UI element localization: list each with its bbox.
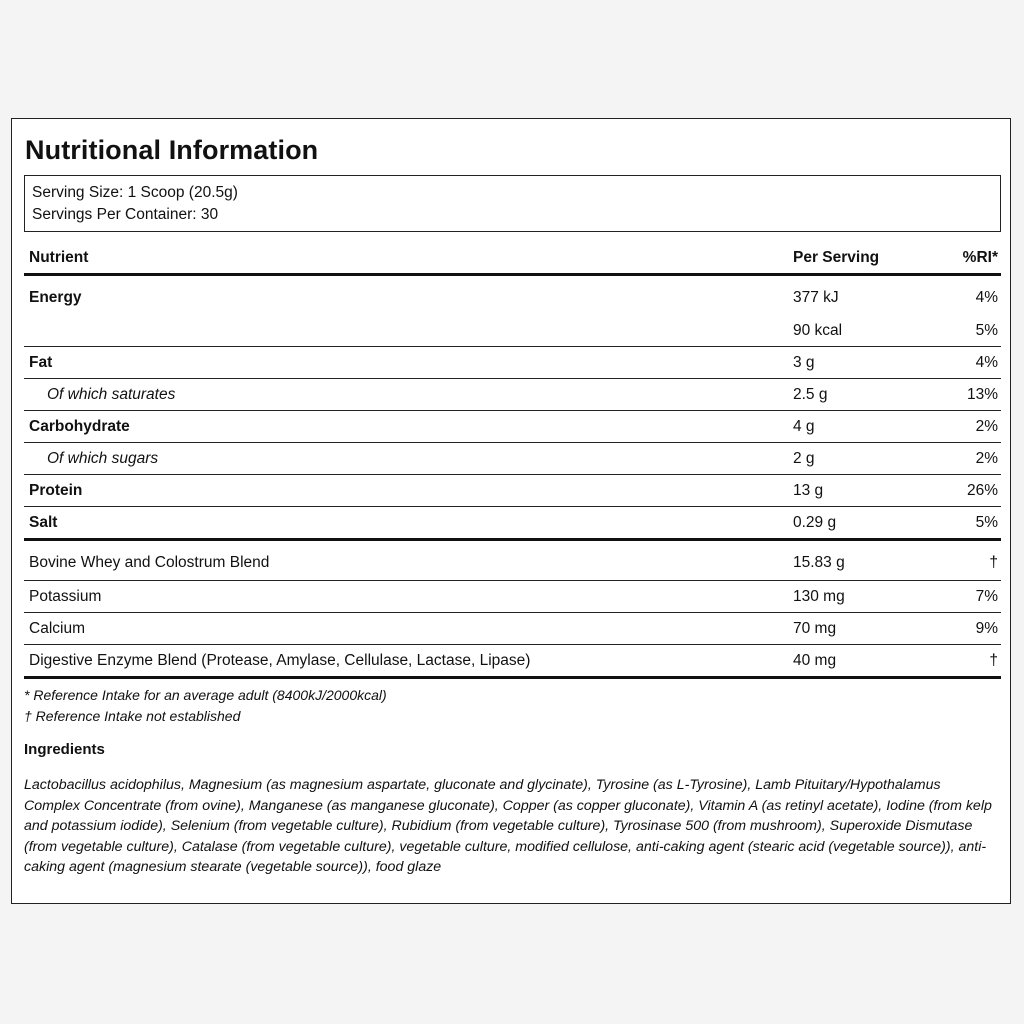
serving-info-box xyxy=(24,175,1001,232)
ri-value: 4% xyxy=(943,347,1001,379)
per-serving-value: 4 g xyxy=(793,411,943,443)
ingredients-text: Lactobacillus acidophilus, Magnesium (as magnesium aspartate, gluconate and glycinate), Tyrosine (as L-Tyrosine), Lamb Pituitary/Hypothalamus Complex Concentrate (from ovine), Manganese (as manganese gluconate), Copper (as copper gluconate), Vitamin A (as retinyl acetate), Iodine (from kelp and potassium iodide), Selenium (from vegetable culture), Rubidium (from vegetable culture), Tyrosinase 500 (from mushroom), Superoxide Dismutase (from vegetable culture), Catalase (from vegetable culture), vegetable culture, modified cellulose, anti-caking agent (stearic acid (vegetable source)), anti-caking agent (magnesium stearate (vegetable source)), food glaze xyxy=(24,777,992,875)
header-per-serving: Per Serving xyxy=(793,243,943,275)
table-row xyxy=(24,411,1001,443)
nutrient-name: Calcium xyxy=(24,613,793,645)
nutrient-name: Potassium xyxy=(24,581,793,613)
table-row xyxy=(24,475,1001,507)
nutrient-name: Bovine Whey and Colostrum Blend xyxy=(24,540,793,581)
servings-per-container: Servings Per Container: 30 xyxy=(32,205,219,223)
ri-value: 2% xyxy=(943,443,1001,475)
per-serving-value: 90 kcal xyxy=(793,315,943,347)
nutrient-name: Salt xyxy=(24,507,793,540)
per-serving-value: 0.29 g xyxy=(793,507,943,540)
per-serving-value: 70 mg xyxy=(793,613,943,645)
nutrient-name: Energy xyxy=(29,288,82,306)
ingredients-heading: Ingredients xyxy=(24,741,105,758)
ri-value: 9% xyxy=(943,613,1001,645)
per-serving-value: 13 g xyxy=(793,475,943,507)
nutrient-name: Of which saturates xyxy=(24,379,793,411)
table-header-row xyxy=(24,243,1001,275)
nutrient-name: Fat xyxy=(24,347,793,379)
nutrition-panel xyxy=(11,118,1011,904)
table-row xyxy=(24,379,1001,411)
table-row xyxy=(24,581,1001,613)
footnotes xyxy=(24,685,387,727)
ri-value: † xyxy=(943,540,1001,581)
per-serving-value: 130 mg xyxy=(793,581,943,613)
ri-value: 26% xyxy=(943,475,1001,507)
header-ri: %RI* xyxy=(943,243,1001,275)
footnote-ri: * Reference Intake for an average adult (8400kJ/2000kcal) xyxy=(24,687,387,703)
table-row xyxy=(24,443,1001,475)
per-serving-value: 15.83 g xyxy=(793,540,943,581)
footnote-not-established: † Reference Intake not established xyxy=(24,708,241,724)
table-row xyxy=(24,275,1001,316)
nutrient-name: Carbohydrate xyxy=(24,411,793,443)
serving-size: Serving Size: 1 Scoop (20.5g) xyxy=(32,184,238,201)
nutrient-name xyxy=(24,315,793,347)
nutrient-name: Protein xyxy=(24,475,793,507)
nutrient-name: Digestive Enzyme Blend (Protease, Amylase, Cellulase, Lactase, Lipase) xyxy=(24,645,793,678)
nutrition-table xyxy=(24,243,1001,679)
ri-value: 4% xyxy=(975,288,998,306)
header-nutrient: Nutrient xyxy=(24,243,793,275)
table-row xyxy=(24,645,1001,678)
ri-value: 5% xyxy=(943,315,1001,347)
ri-value: 7% xyxy=(943,581,1001,613)
ri-value: 13% xyxy=(943,379,1001,411)
page-title: Nutritional Information xyxy=(25,135,319,165)
per-serving-value: 2.5 g xyxy=(793,379,943,411)
ri-value: † xyxy=(943,645,1001,678)
per-serving-value: 3 g xyxy=(793,347,943,379)
ri-value: 5% xyxy=(943,507,1001,540)
table-row xyxy=(24,315,1001,347)
ri-value: 2% xyxy=(943,411,1001,443)
table-row xyxy=(24,613,1001,645)
table-row xyxy=(24,347,1001,379)
per-serving-value: 2 g xyxy=(793,443,943,475)
nutrient-name: Of which sugars xyxy=(24,443,793,475)
table-row xyxy=(24,507,1001,540)
per-serving-value: 40 mg xyxy=(793,645,943,678)
table-row xyxy=(24,540,1001,581)
per-serving-value: 377 kJ xyxy=(793,288,839,306)
